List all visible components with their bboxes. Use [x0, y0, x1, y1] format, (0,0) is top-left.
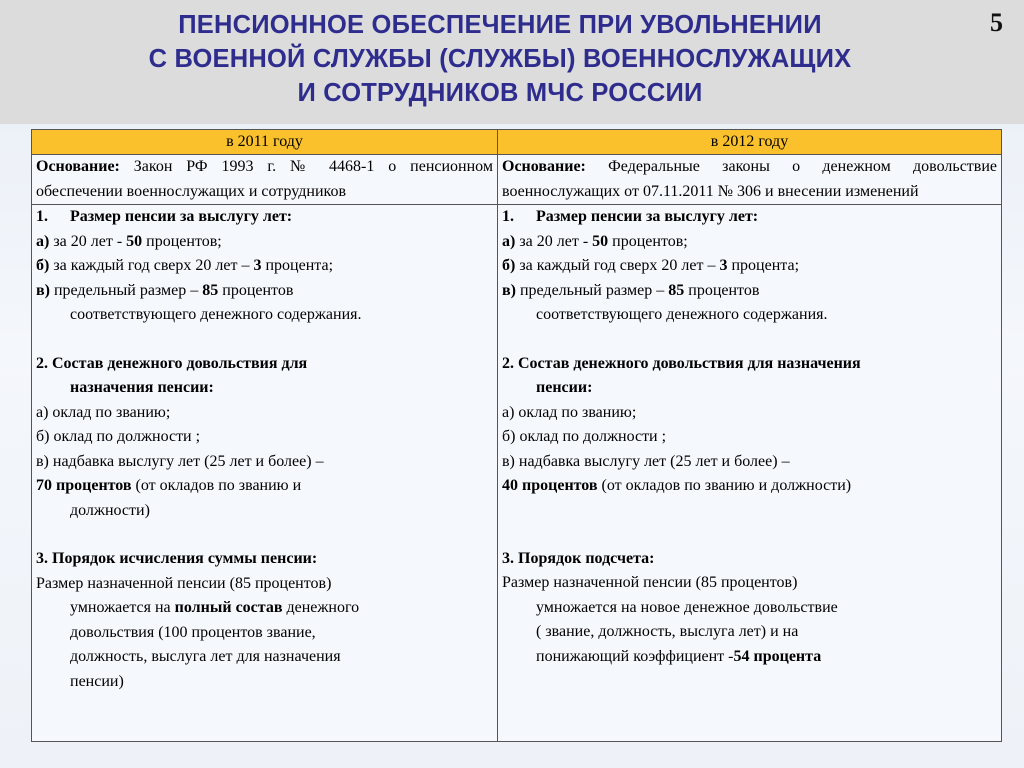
slide-number: 5 — [990, 8, 1003, 37]
allowance-heading-continuation: пенсии: — [536, 379, 593, 396]
column-header-2012: в 2012 году — [498, 130, 1002, 155]
spacer — [36, 328, 493, 352]
calculation-text: довольствия (100 процентов звание, — [70, 623, 316, 641]
list-item: а) оклад по званию; — [502, 403, 637, 421]
calculation-text: пенсии) — [70, 672, 124, 690]
list-item: б) оклад по должности ; — [502, 428, 667, 445]
allowance-heading: 2. Состав денежного довольствия для — [36, 354, 308, 372]
basis-cell-2012 — [498, 155, 1002, 205]
basis-text: Федеральные законы о денежном довольствие военнослужащих от 07.11.2011 № 306 и внесении изменений — [502, 158, 997, 200]
basis-row — [32, 155, 1002, 205]
title-line: ПЕНСИОННОЕ ОБЕСПЕЧЕНИЕ ПРИ УВОЛЬНЕНИИ — [178, 11, 822, 39]
list-item: а) за 20 лет - 50 процентов; — [36, 232, 222, 250]
list-item: 70 процентов (от окладов по званию и — [36, 477, 302, 494]
basis-text: Закон РФ 1993 г. № 4468-1 о пенсионном обеспечении военнослужащих и сотрудников — [36, 158, 493, 200]
list-item: в) предельный размер – 85 процентов — [502, 281, 760, 299]
list-item: а) оклад по званию; — [36, 403, 171, 421]
pension-size-heading: 1. Размер пенсии за выслугу лет: — [502, 208, 759, 225]
basis-label: Основание: — [502, 158, 586, 175]
list-item-continuation: должности) — [70, 501, 150, 519]
pension-size-heading: 1. Размер пенсии за выслугу лет: — [36, 208, 293, 225]
list-item: в) надбавка выслугу лет (25 лет и более) – — [36, 452, 324, 470]
list-item-continuation: соответствующего денежного содержания. — [536, 306, 828, 323]
slide-title — [30, 8, 970, 110]
list-item: б) оклад по должности ; — [36, 428, 201, 445]
calculation-text: понижающий коэффициент -54 процента — [536, 647, 822, 665]
list-item: 40 процентов (от окладов по званию и должности) — [502, 477, 852, 494]
spacer — [502, 499, 997, 523]
title-line: И СОТРУДНИКОВ МЧС РОССИИ — [297, 79, 703, 107]
calculation-heading: 3. Порядок подсчета: — [502, 549, 655, 567]
calculation-text: ( звание, должность, выслуга лет) и на — [536, 623, 799, 640]
spacer — [502, 523, 997, 547]
content-cell-2012 — [498, 205, 1002, 742]
allowance-heading-continuation: назначения пенсии: — [70, 379, 214, 396]
calculation-heading: 3. Порядок исчисления суммы пенсии: — [36, 550, 318, 567]
list-item-continuation: соответствующего денежного содержания. — [70, 306, 362, 323]
list-item: б) за каждый год сверх 20 лет – 3 процента; — [36, 257, 334, 274]
list-item: в) предельный размер – 85 процентов — [36, 281, 294, 299]
content-row — [32, 205, 1002, 742]
spacer — [502, 328, 997, 352]
column-header-2011: в 2011 году — [32, 130, 498, 155]
spacer — [36, 523, 493, 547]
allowance-heading: 2. Состав денежного довольствия для назначения — [502, 354, 861, 372]
list-item: а) за 20 лет - 50 процентов; — [502, 232, 688, 250]
content-cell-2011 — [32, 205, 498, 742]
calculation-text: Размер назначенной пенсии (85 процентов) — [502, 574, 798, 591]
title-line: С ВОЕННОЙ СЛУЖБЫ (СЛУЖБЫ) ВОЕННОСЛУЖАЩИХ — [148, 45, 852, 73]
list-item: в) надбавка выслугу лет (25 лет и более) – — [502, 452, 790, 470]
calculation-text: умножается на новое денежное довольствие — [536, 598, 838, 616]
table-header-row — [32, 130, 1002, 155]
comparison-table — [31, 129, 1002, 742]
basis-cell-2011 — [32, 155, 498, 205]
calculation-text: умножается на полный состав денежного — [70, 599, 360, 616]
basis-label: Основание: — [36, 158, 120, 175]
title-banner — [0, 0, 1024, 124]
calculation-text: Размер назначенной пенсии (85 процентов) — [36, 574, 332, 592]
list-item: б) за каждый год сверх 20 лет – 3 процента; — [502, 257, 800, 274]
calculation-text: должность, выслуга лет для назначения — [70, 648, 341, 665]
